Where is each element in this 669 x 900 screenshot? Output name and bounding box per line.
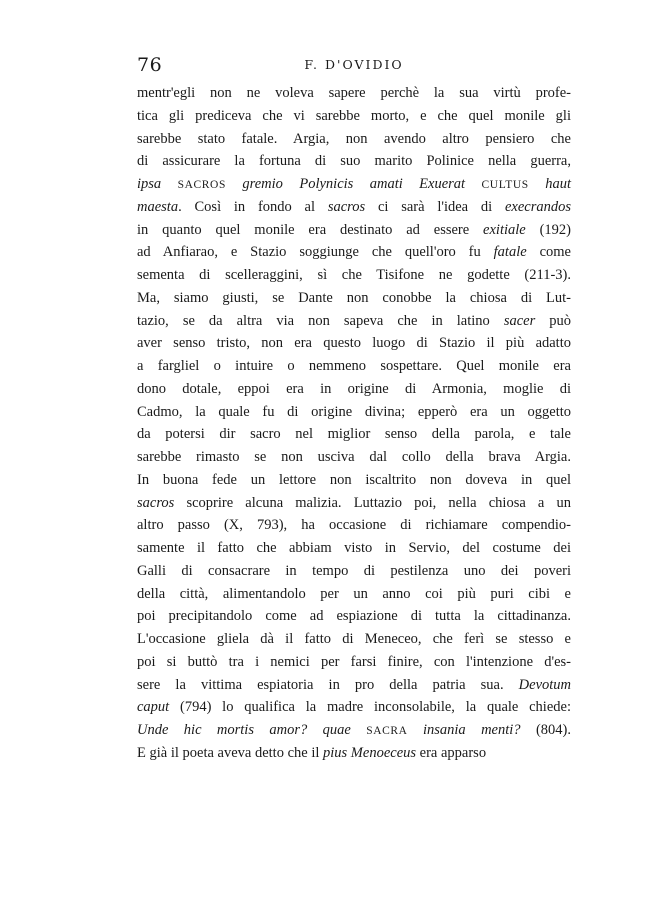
text-line <box>137 469 571 492</box>
text-line <box>137 401 571 424</box>
text-segment: sementa di scelleraggini, sì che Tisifone ne godette (211-3). <box>137 267 571 283</box>
italic-text: sacros <box>137 494 175 511</box>
text-line <box>137 719 571 742</box>
text-segment: Galli di consacrare in tempo di pestilenza uno dei poveri <box>137 562 571 579</box>
text-segment: altro passo (X, 793), ha occasione di richiamare compendio- <box>137 517 571 534</box>
text-line <box>137 332 571 355</box>
italic-text: caput <box>137 699 170 716</box>
italic-text: sacer <box>503 312 536 329</box>
italic-text: Unde hic mortis amor? quae <box>137 722 367 738</box>
text-segment: poi si buttò tra i nemici per farsi finire, con l'intenzione d'es- <box>137 653 571 670</box>
text-line <box>137 378 571 401</box>
text-segment: della città, alimentandolo per un anno coi più puri cibi e <box>137 585 571 602</box>
italic-text: maesta <box>137 198 179 215</box>
text-segment: (794) lo qualifica la madre inconsolabile, la quale chiede: <box>169 699 571 716</box>
text-segment: L'occasione gliela dà il fatto di Meneceo, che ferì se stesso e <box>137 631 571 647</box>
body-text <box>137 82 571 765</box>
text-line <box>137 310 571 333</box>
italic-text: exitiale <box>483 221 526 238</box>
text-line <box>137 537 571 560</box>
page-header <box>137 54 571 80</box>
text-segment: ad Anfiarao, e Stazio soggiunge che quell'oro fu <box>137 244 494 261</box>
italic-text: ipsa <box>137 176 178 192</box>
text-segment: . Così in fondo al <box>178 198 328 215</box>
text-segment: sere la vittima espiatoria in pro della patria sua. <box>137 676 519 693</box>
text-line <box>137 355 571 378</box>
page-number: 76 <box>137 54 163 76</box>
italic-text: fatale <box>493 244 527 261</box>
text-segment: sarebbe rimasto se non usciva dal collo della brava Argia. <box>137 449 571 465</box>
italic-text: insania menti? <box>407 722 521 738</box>
smallcaps-text: CULTUS <box>481 179 529 191</box>
text-line <box>137 674 571 697</box>
text-line <box>137 492 571 515</box>
text-segment: E già il poeta aveva detto che il <box>137 744 324 761</box>
text-line <box>137 651 571 674</box>
text-segment: da potersi dir sacro nel miglior senso della parola, e tale <box>137 426 571 443</box>
text-line <box>137 82 571 105</box>
text-segment: samente il fatto che abbiam visto in Servio, del costume dei <box>137 540 571 556</box>
text-segment: come <box>526 244 571 261</box>
text-line <box>137 514 571 537</box>
text-line <box>137 173 571 196</box>
text-line <box>137 742 571 765</box>
text-segment: mentr'egli non ne voleva sapere perchè la sua virtù profe- <box>137 85 571 101</box>
smallcaps-text: SACROS <box>177 179 226 191</box>
italic-text: Devotum <box>518 676 571 693</box>
text-line <box>137 241 571 264</box>
text-segment: Cadmo, la quale fu di origine divina; epperò era un oggetto <box>137 403 571 420</box>
italic-text: gremio Polynicis amati Exuerat <box>225 176 482 192</box>
text-line <box>137 583 571 606</box>
text-segment: (804). <box>520 722 571 738</box>
text-line <box>137 105 571 128</box>
text-segment: (192) <box>525 221 571 238</box>
text-segment: di assicurare la fortuna di suo marito Polinice nella guerra, <box>137 153 571 170</box>
smallcaps-text: SACRA <box>366 725 408 737</box>
text-segment: era apparso <box>416 744 487 761</box>
text-segment: tazio, se da altra via non sapeva che in latino <box>137 312 504 329</box>
text-line <box>137 196 571 219</box>
text-segment: ci sarà l'idea di <box>365 198 505 215</box>
text-segment: può <box>535 312 571 329</box>
text-line <box>137 696 571 719</box>
text-segment: a fargliel o intuire o nemmeno sospettare. Quel monile era <box>137 358 571 374</box>
text-segment: poi precipitandolo come ad espiazione di tutta la cittadinanza. <box>137 608 571 625</box>
italic-text: pius Menoeceus <box>323 744 417 761</box>
text-segment: dono dotale, eppoi era in origine di Armonia, moglie di <box>137 380 571 397</box>
running-head: F. D'OVIDIO <box>304 57 404 72</box>
text-segment: scoprire alcuna malizia. Luttazio poi, nella chiosa a un <box>174 494 571 511</box>
text-line <box>137 128 571 151</box>
text-line <box>137 150 571 173</box>
text-line <box>137 423 571 446</box>
text-segment: in quanto quel monile era destinato ad essere <box>137 221 484 238</box>
text-segment: tica gli prediceva che vi sarebbe morto, e che quel monile gli <box>137 107 571 124</box>
text-line <box>137 628 571 651</box>
text-segment: aver senso tristo, non era questo luogo di Stazio il più adatto <box>137 335 571 352</box>
text-line <box>137 560 571 583</box>
text-line <box>137 264 571 287</box>
italic-text: haut <box>528 176 572 192</box>
italic-text: sacros <box>327 198 366 215</box>
text-line <box>137 605 571 628</box>
text-segment: In buona fede un lettore non iscaltrito non doveva in quel <box>137 471 571 488</box>
italic-text: execrandos <box>504 198 571 215</box>
text-line <box>137 219 571 242</box>
text-segment: sarebbe stato fatale. Argia, non avendo altro pensiero che <box>137 130 571 147</box>
text-segment: Ma, siamo giusti, se Dante non conobbe la chiosa di Lut- <box>137 289 571 306</box>
text-line <box>137 446 571 469</box>
text-line <box>137 287 571 310</box>
